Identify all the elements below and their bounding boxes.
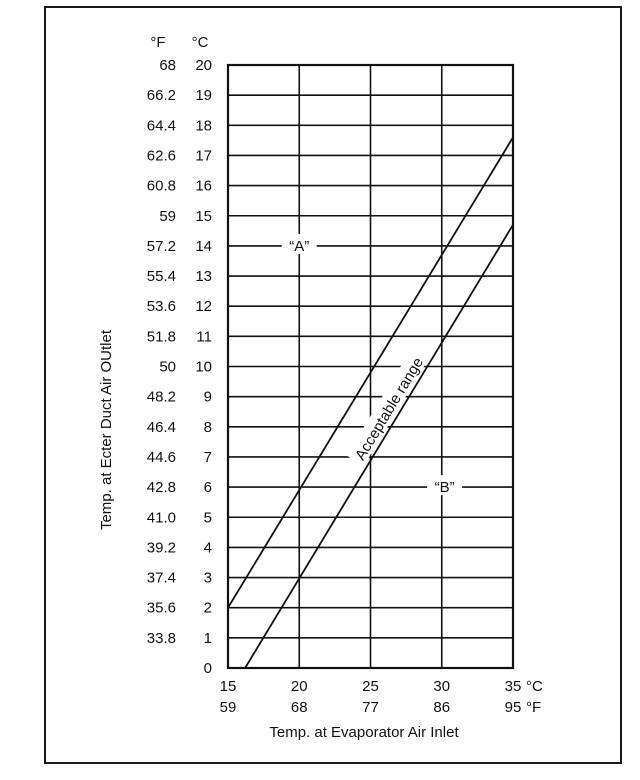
- y-tick-label-c: 5: [203, 509, 212, 527]
- x-tick-label-c: 35: [504, 678, 522, 695]
- y-tick-label-f: 55.4: [146, 268, 176, 286]
- x-tick-label-c: 20: [290, 678, 308, 695]
- y-tick-label-f: 46.4: [146, 418, 176, 436]
- annotation-label: “B”: [434, 479, 455, 497]
- x-tick-label-c: 15: [219, 678, 237, 695]
- y-tick-label-c: 9: [203, 388, 212, 406]
- y-tick-label-f: 59: [159, 207, 176, 225]
- x-tick-label-f: 86: [433, 699, 451, 716]
- x-tick-label-f: 68: [290, 699, 308, 716]
- y-tick-label-c: 8: [203, 418, 212, 436]
- x-tick-label-f: 95: [504, 699, 522, 716]
- y-tick-label-c: 15: [195, 207, 212, 225]
- x-unit-c: °C: [526, 678, 543, 695]
- y-tick-label-c: 3: [203, 569, 212, 587]
- y-tick-label-c: 1: [203, 629, 212, 647]
- y-tick-label-f: 51.8: [146, 328, 176, 346]
- x-tick-label-f: 59: [219, 699, 237, 716]
- y-tick-label-f: 68: [159, 57, 176, 74]
- y-tick-label-c: 16: [195, 177, 212, 195]
- y-tick-label-f: 39.2: [146, 539, 176, 557]
- y-tick-label-c: 2: [203, 599, 212, 617]
- y-tick-label-f: 33.8: [146, 629, 176, 647]
- y-tick-label-c: 7: [203, 448, 212, 466]
- y-tick-label-f: 64.4: [146, 117, 176, 135]
- y-tick-label-f: 53.6: [146, 298, 176, 316]
- y-tick-label-f: 44.6: [146, 448, 176, 466]
- y-tick-label-c: 10: [195, 358, 212, 376]
- y-tick-label-f: 50: [159, 358, 176, 376]
- y-unit-c: °C: [191, 34, 209, 51]
- y-tick-label-c: 12: [195, 298, 212, 316]
- y-tick-label-c: 20: [195, 57, 212, 74]
- series-line-b: [245, 225, 513, 668]
- y-tick-label-f: 35.6: [146, 599, 176, 617]
- y-tick-label-f: 37.4: [146, 569, 176, 587]
- annotation-label: “A”: [289, 237, 310, 255]
- y-tick-label-c: 11: [196, 328, 212, 346]
- y-tick-label-c: 13: [195, 268, 212, 286]
- x-tick-label-c: 25: [362, 678, 379, 695]
- range-annotation-label: Acceptable range: [351, 354, 427, 464]
- x-tick-label-f: 77: [362, 699, 379, 716]
- y-tick-label-c: 14: [195, 237, 212, 255]
- y-tick-label-c: 6: [203, 479, 212, 497]
- y-tick-label-c: 4: [203, 539, 212, 557]
- y-tick-label-c: 18: [195, 117, 212, 135]
- y-unit-f: °F: [150, 34, 166, 51]
- y-tick-label-f: 48.2: [146, 388, 176, 406]
- y-tick-label-c: 17: [195, 147, 212, 165]
- y-tick-label-c: 0: [203, 660, 212, 677]
- y-axis-title: Temp. at Ecter Duct Air OUtlet: [98, 329, 115, 531]
- y-tick-label-f: 66.2: [146, 87, 176, 105]
- y-tick-label-c: 19: [195, 87, 212, 105]
- y-tick-label-f: 41.0: [146, 509, 176, 527]
- y-tick-label-f: 60.8: [146, 177, 176, 195]
- x-unit-f: °F: [526, 699, 542, 716]
- x-axis-title: Temp. at Evaporator Air Inlet: [269, 724, 459, 741]
- x-tick-label-c: 30: [433, 678, 451, 695]
- y-tick-label-f: 62.6: [146, 147, 176, 165]
- y-tick-label-f: 57.2: [146, 237, 176, 255]
- y-tick-label-f: 42.8: [146, 479, 176, 497]
